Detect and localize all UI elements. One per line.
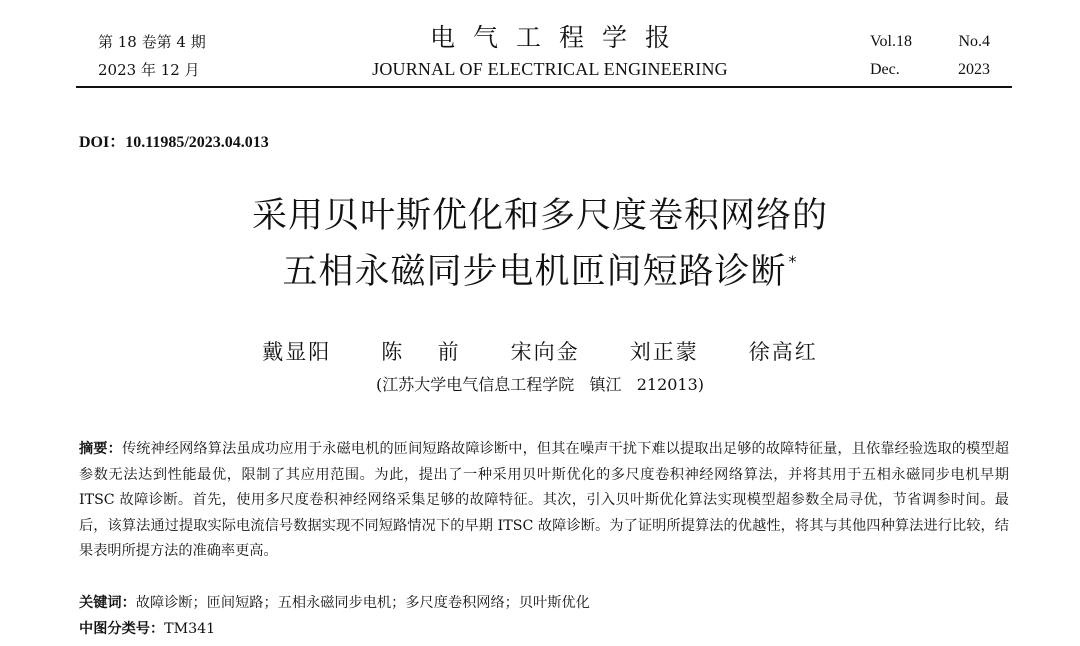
issue-info-en (870, 28, 990, 84)
classification (79, 616, 590, 642)
paper-title (0, 188, 1080, 306)
date-cn: 2023 年 12 月 (98, 61, 200, 79)
classification-text: TM341 (164, 621, 216, 637)
classification-label: 中图分类号： (79, 621, 165, 637)
abstract-text: 传统神经网络算法虽成功应用于永磁电机的匝间短路故障诊断中，但其在噪声干扰下难以提取出足够的故障特征量，且依靠经验选取的模型超参数无法达到性能最优，限制了其应用范围。为此，提出了一种采用贝叶斯优化的多尺度卷积神经网络算法，并将其用于五相永磁同步电机早期 ITSC 故障诊断。首先，使用多尺度卷积神经网络采集足够的故障特征。其次，引入贝叶斯优化算法实现模型超参数全局寻优，节省调参时间。最后，该算法通过提取实际电流信号数据实现不同短路情况下的早期 ITSC 故障诊断。为了证明所提算法的优越性，将其与其他四种算法进行比较，结果表明所提方法的准确率更高。 (79, 441, 1009, 560)
abstract-label: 摘要： (79, 441, 122, 457)
title-line-2-text: 五相永磁同步电机匝间短路诊断 (282, 252, 787, 292)
keywords-text: 故障诊断；匝间短路；五相永磁同步电机；多尺度卷积网络；贝叶斯优化 (135, 595, 590, 611)
month-en: Dec. (870, 61, 900, 78)
number-en: No.4 (958, 33, 990, 50)
volume-issue-cn: 第 18 卷第 4 期 (98, 33, 206, 51)
year-en: 2023 (958, 61, 990, 78)
volume-en: Vol.18 (870, 33, 912, 50)
affiliation: (江苏大学电气信息工程学院 镇江 212013) (375, 375, 705, 394)
keywords-label: 关键词： (79, 595, 136, 611)
title-line-2 (0, 244, 1080, 306)
keywords (79, 590, 590, 616)
journal-title-cn: 电气工程学报 (429, 23, 688, 52)
doi[interactable]: DOI：10.11985/2023.04.013 (79, 134, 269, 151)
title-footnote-mark[interactable]: * (788, 252, 798, 271)
issue-info (98, 28, 206, 84)
paper-metadata (79, 590, 590, 642)
journal-title-en: JOURNAL OF ELECTRICAL ENGINEERING (372, 59, 728, 79)
author-list: 戴显阳 陈 前 宋向金 刘正蒙 徐高红 (262, 340, 818, 364)
abstract (79, 437, 1009, 565)
journal-header (300, 20, 800, 82)
header-rule (76, 86, 1012, 88)
title-line-1: 采用贝叶斯优化和多尺度卷积网络的 (251, 196, 828, 236)
